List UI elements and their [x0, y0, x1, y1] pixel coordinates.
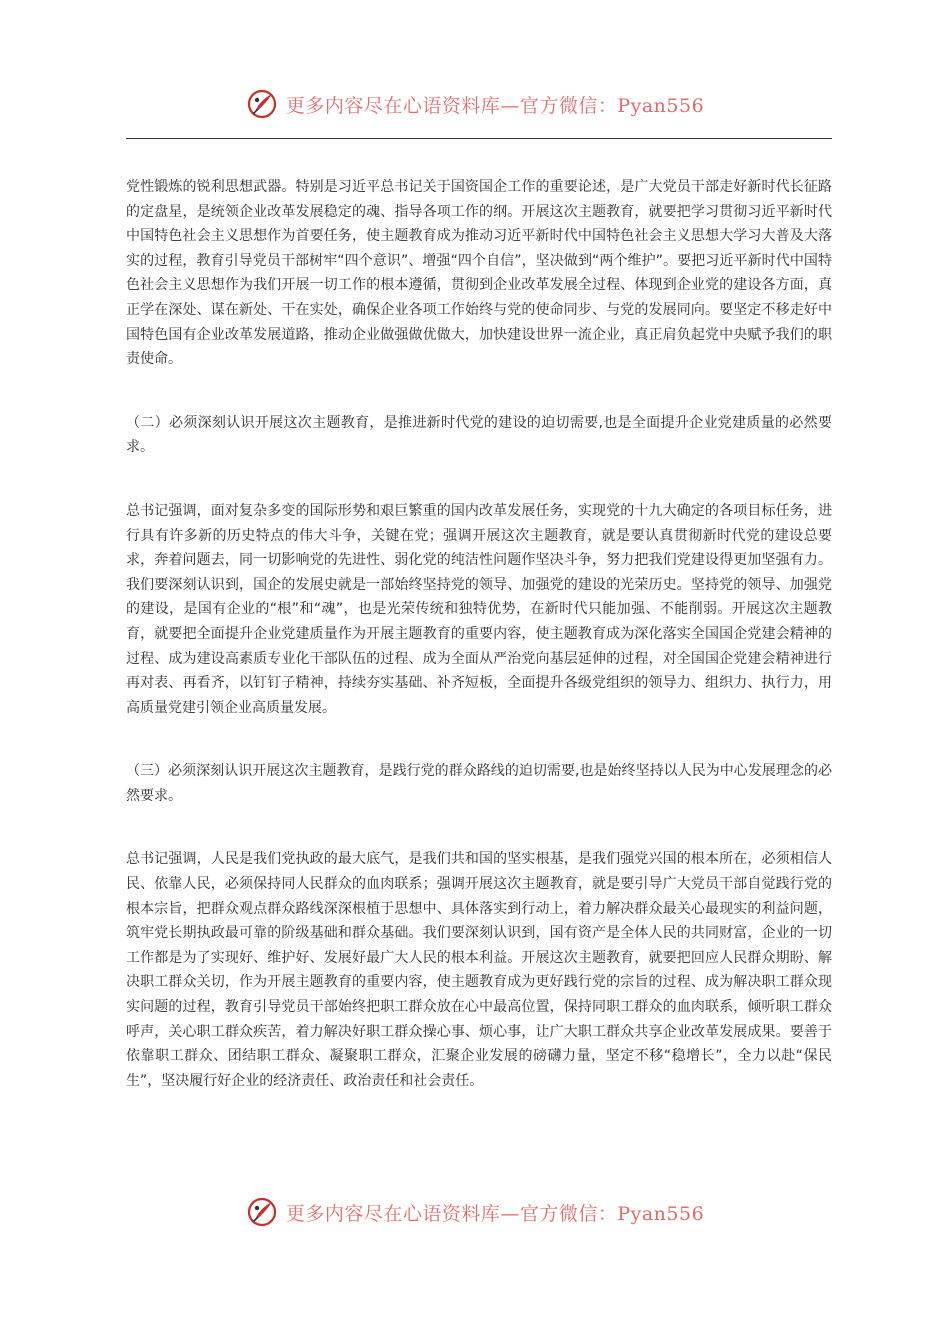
document-body [126, 175, 832, 1093]
footer-banner [0, 1190, 950, 1234]
header-banner-text: 更多内容尽在心语资料库—官方微信：Pyan556 [285, 94, 705, 117]
section-heading-3: （三）必须深刻认识开展这次主题教育，是践行党的群众路线的迫切需要,也是始终坚持以人民为中心发展理念的必然要求。 [126, 763, 832, 804]
section-heading-2: （二）必须深刻认识开展这次主题教育，是推进新时代党的建设的迫切需要,也是全面提升企业党建质量的必然要求。 [126, 414, 832, 456]
header-banner [0, 82, 950, 126]
quill-pen-logo-icon [246, 1196, 278, 1228]
paragraph-1: 党性锻炼的锐利思想武器。特别是习近平总书记关于国资国企工作的重要论述，是广大党员干部走好新时代长征路的定盘星，是统领企业改革发展稳定的魂、指导各项工作的纲。开展这次主题教育，就要把学习贯彻习近平新时代中国特色社会主义思想作为首要任务，使主题教育成为推动习近平新时代中国特色社会主义思想大学习大普及大落实的过程，教育引导党员干部树牢“四个意识”、增强“四个自信”，坚决做到“两个维护”。要把习近平新时代中国特色社会主义思想作为我们开展一切工作的根本遵循，贯彻到企业改革发展全过程、体现到企业党的建设各方面，真正学在深处、谋在新处、干在实处，确保企业各项工作始终与党的使命同步、与党的发展同向。要坚定不移走好中国特色国有企业改革发展道路，推动企业做强做优做大，加快建设世界一流企业，真正肩负起党中央赋予我们的职责使命。 [126, 179, 832, 368]
footer-banner-text: 更多内容尽在心语资料库—官方微信：Pyan556 [285, 1202, 705, 1225]
paragraph-3: 总书记强调，人民是我们党执政的最大底气，是我们共和国的坚实根基，是我们强党兴国的根本所在，必须相信人民、依靠人民，必须保持同人民群众的血肉联系；强调开展这次主题教育，就是要引导广大党员干部自觉践行党的根本宗旨，把群众观点群众路线深深根植于思想中、具体落实到行动上，着力解决群众最关心最现实的利益问题，筑牢党长期执政最可靠的阶级基础和群众基础。我们要深刻认识到，国有资产是全体人民的共同财富，企业的一切工作都是为了实现好、维护好、发展好最广大人民的根本利益。开展这次主题教育，就要把回应人民群众期盼、解决职工群众关切，作为开展主题教育的重要内容，使主题教育成为更好践行党的宗旨的过程、成为解决职工群众现实问题的过程，教育引导党员干部始终把职工群众放在心中最高位置，保持同职工群众的血肉联系，倾听职工群众呼声，关心职工群众疾苦，着力解决好职工群众操心事、烦心事，让广大职工群众共享企业改革发展成果。要善于依靠职工群众、团结职工群众、凝聚职工群众，汇聚企业发展的磅礴力量，坚定不移“稳增长”，全力以赴“保民生”，坚决履行好企业的经济责任、政治责任和社会责任。 [126, 851, 832, 1089]
quill-pen-logo-icon [246, 88, 278, 120]
header-divider [126, 138, 832, 139]
paragraph-2: 总书记强调，面对复杂多变的国际形势和艰巨繁重的国内改革发展任务，实现党的十九大确定的各项目标任务，进行具有许多新的历史特点的伟大斗争，关键在党；强调开展这次主题教育，就是要认真贯彻新时代党的建设总要求，奔着问题去，同一切影响党的先进性、弱化党的纯洁性问题作坚决斗争，努力把我们党建设得更加坚强有力。我们要深刻认识到，国企的发展史就是一部始终坚持党的领导、加强党的建设的光荣历史。坚持党的领导、加强党的建设，是国有企业的“根”和“魂”，也是光荣传统和独特优势，在新时代只能加强、不能削弱。开展这次主题教育，就要把全面提升企业党建质量作为开展主题教育的重要内容，使主题教育成为深化落实全国国企党建会精神的过程、成为建设高素质专业化干部队伍的过程、成为全面从严治党向基层延伸的过程，对全国国企党建会精神进行再对表、再看齐，以钉钉子精神，持续夯实基础、补齐短板，全面提升各级党组织的领导力、组织力、执行力，用高质量党建引领企业高质量发展。 [126, 502, 832, 716]
